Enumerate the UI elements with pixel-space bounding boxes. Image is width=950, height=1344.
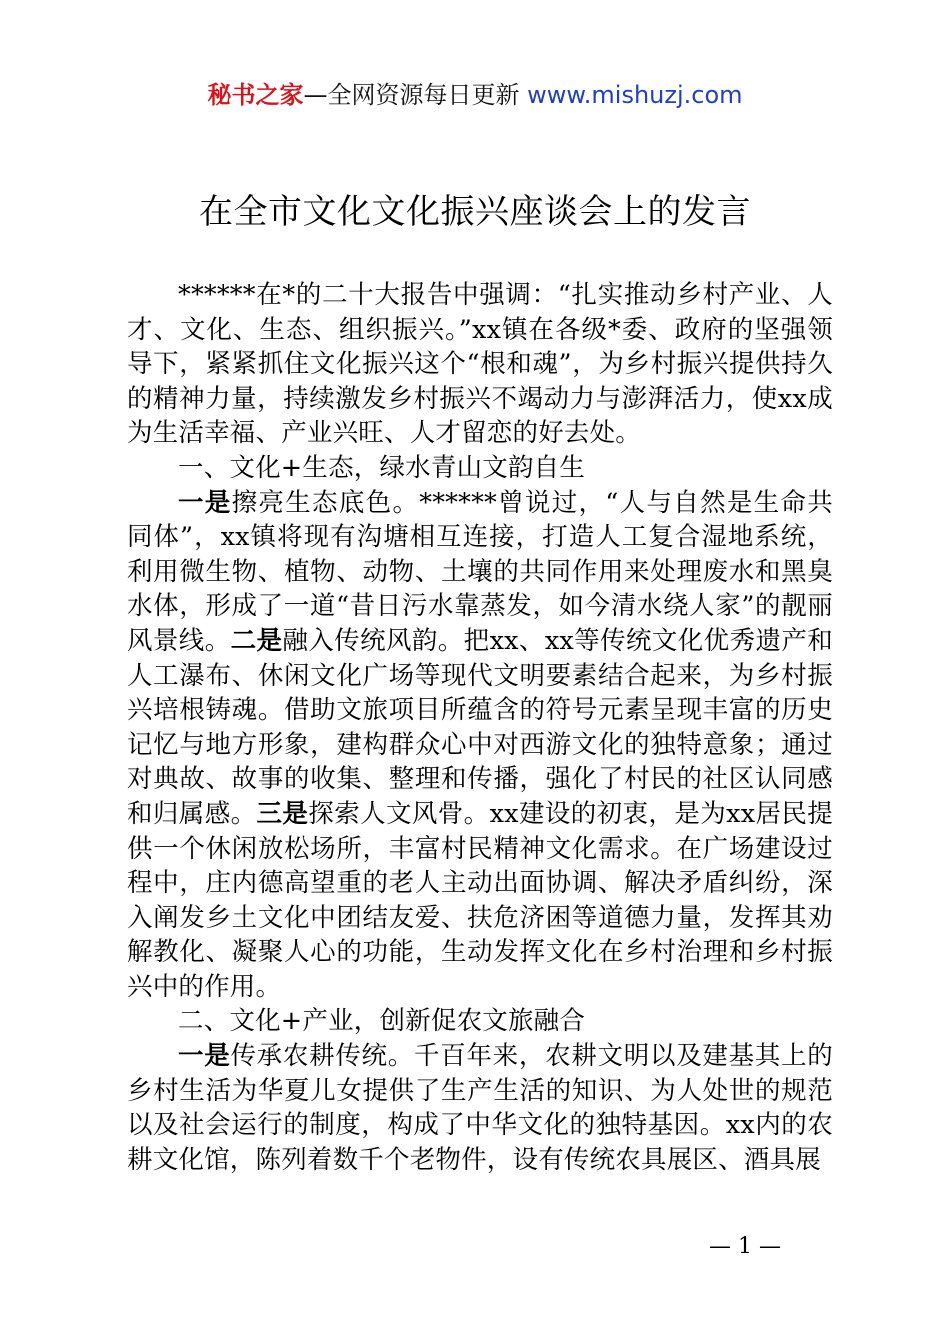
paragraph-text: 擦亮生态底色。******曾说过，“人与自然是生命共同体”，xx镇将现有沟塘相互连接，打造人工复合湿地系统，利用微生物、植物、动物、土壤的共同作用来处理废水和黑臭水体，形成了一道“昔日污水靠蒸发，如今清水绕人家”的靓丽风景线。 <box>127 487 833 656</box>
paragraph-text: 传承农耕传统。千百年来，农耕文明以及建基其上的乡村生活为华夏儿女提供了生产生活的知识、为人处世的规范以及社会运行的制度，构成了中华文化的独特基因。xx内的农耕文化馆，陈列着数千个老物件，设有传统农具展区、酒具展 <box>127 1041 833 1175</box>
intro-paragraph: ******在*的二十大报告中强调：“扎实推动乡村产业、人才、文化、生态、组织振兴。”xx镇在各级*委、政府的坚强领导下，紧紧抓住文化振兴这个“根和魂”，为乡村振兴提供持久的精神力量，持续激发乡村振兴不竭动力与澎湃活力，使xx成为生活幸福、产业兴旺、人才留恋的好去处。 <box>127 280 833 449</box>
site-url-link[interactable]: www.mishuzj.com <box>527 81 743 109</box>
section-1-heading: 一、文化+生态，绿水青山文韵自生 <box>178 452 586 483</box>
paragraph-text: 探索人文风骨。xx建设的初衷，是为xx居民提供一个休闲放松场所，丰富村民精神文化需求。在广场建设过程中，庄内德高望重的老人主动出面协调、解决矛盾纠纷，深入阐发乡土文化中团结友爱、扶危济困等道德力量，发挥其劝解教化、凝聚人心的功能，生动发挥文化在乡村治理和乡村振兴中的作用。 <box>127 798 833 1002</box>
section-2-heading: 二、文化+产业，创新促农文旅融合 <box>178 1006 586 1037</box>
lead-marker: 三是 <box>256 798 309 829</box>
lead-marker: 一是 <box>178 1041 231 1072</box>
site-brand: 秘书之家 <box>207 81 304 109</box>
page-number: — 1 — <box>709 1234 781 1259</box>
section-1-paragraph <box>127 486 833 1005</box>
document-title: 在全市文化文化振兴座谈会上的发言 <box>199 192 751 232</box>
site-header <box>0 78 950 112</box>
document-body <box>127 278 833 1177</box>
lead-marker: 一是 <box>178 487 232 518</box>
site-tagline: —全网资源每日更新 <box>303 81 528 109</box>
paragraph-text: 融入传统风韵。把xx、xx等传统文化优秀遗产和人工瀑布、休闲文化广场等现代文明要素结合起来，为乡村振兴培根铸魂。借助文旅项目所蕴含的符号元素呈现丰富的历史记忆与地方形象，建构群众心中对西游文化的独特意象；通过对典故、故事的收集、整理和传播，强化了村民的社区认同感和归属感。 <box>127 625 833 829</box>
section-2-paragraph <box>127 1039 833 1177</box>
lead-marker: 二是 <box>230 625 283 656</box>
